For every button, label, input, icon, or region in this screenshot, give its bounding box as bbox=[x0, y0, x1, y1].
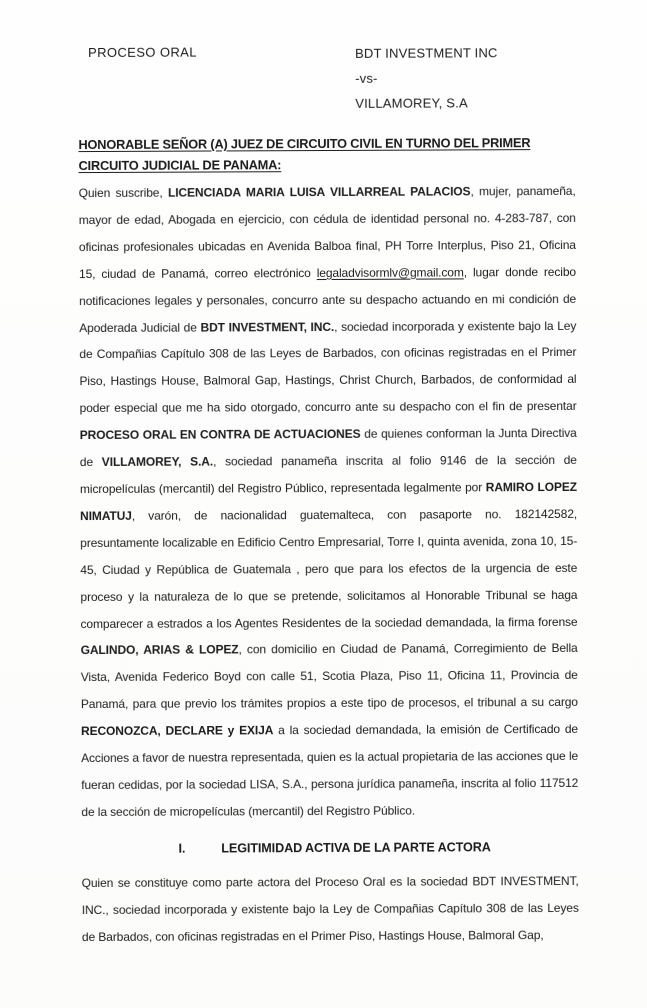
case-caption-header bbox=[78, 39, 575, 135]
defendant-name: VILLAMOREY, S.A bbox=[355, 95, 468, 111]
court-salutation: HONORABLE SEÑOR (A) JUEZ DE CIRCUITO CIVIL EN TURNO DEL PRIMER CIRCUITO JUDICIAL DE PANAMA: bbox=[78, 135, 531, 173]
section-1-paragraph: Quien se constituye como parte actora del Proceso Oral es la sociedad BDT INVESTMENT, INC., sociedad incorporada y existente bajo la Ley de Compañias Capítulo 308 de las Leyes de Barbados, con oficinas registradas en el Primer Piso, Hastings House, Balmoral Gap, bbox=[81, 873, 579, 944]
case-parties-block bbox=[355, 45, 498, 121]
plaintiff-name: BDT INVESTMENT INC bbox=[355, 45, 498, 61]
versus-label: -vs- bbox=[355, 70, 378, 86]
section-1-heading bbox=[178, 840, 578, 860]
document-content bbox=[78, 39, 579, 951]
process-type-label: PROCESO ORAL bbox=[88, 44, 197, 61]
intro-paragraph: Quien suscribe, LICENCIADA MARIA LUISA VILLARREAL PALACIOS, mujer, panameña, mayor de edad, Abogada en ejercicio, con cédula de identidad personal no. 4-283-787, con oficinas profesionales ubicadas en Avenida Balboa final, PH Torre Interplus, Piso 21, Oficina 15, ciudad de Panamá, correo electrónico legaladvisormlv@gmail.com, lugar donde recibo notificaciones legales y personales, concurro ante su despacho actuando en mi condición de Apoderada Judicial de BDT INVESTMENT, INC., sociedad incorporada y existente bajo la Ley de Compañias Capítulo 308 de las Leyes de Barbados, con oficinas registradas en el Primer Piso, Hastings House, Balmoral Gap, Hastings, Christ Church, Barbados, de conformidad al poder especial que me ha sido otorgado, concurro ante su despacho con el fin de presentar PROCESO ORAL EN CONTRA DE ACTUACIONES de quienes conforman la Junta Directiva de VILLAMOREY, S.A., sociedad panameña inscrita al folio 9146 de la sección de micropelículas (mercantil) del Registro Público, representada legalmente por RAMIRO LOPEZ NIMATUJ, varón, de nacionalidad guatemalteca, con pasaporte no. 182142582, presuntamente localizable en Edificio Centro Empresarial, Torre I, quinta avenida, zona 10, 15-45, Ciudad y República de Guatemala , pero que para los efectos de la urgencia de este proceso y la naturaleza de lo que se pretende, solicitamos al Honorable Tribunal se haga comparecer a estrados a los Agentes Residentes de la sociedad demandada, la firma forense GALINDO, ARIAS & LOPEZ, con domicilio en Ciudad de Panamá, Corregimiento de Bella Vista, Avenida Federico Boyd con calle 51, Scotia Plaza, Piso 11, Oficina 11, Provincia de Panamá, para que previo los trámites propios a este tipo de procesos, el tribunal a su cargo RECONOZCA, DECLARE y EXIJA a la sociedad demandada, la emisión de Certificado de Acciones a favor de nuestra representada, quien es la actual propietaria de las acciones que le fueran cedidas, por la sociedad LISA, S.A., persona jurídica panameña, inscrita al folio 117512 de la sección de micropelículas (mercantil) del Registro Público. bbox=[78, 183, 579, 819]
section-1-title: LEGITIMIDAD ACTIVA DE LA PARTE ACTORA bbox=[221, 840, 491, 856]
section-1-numeral: I. bbox=[178, 841, 186, 856]
